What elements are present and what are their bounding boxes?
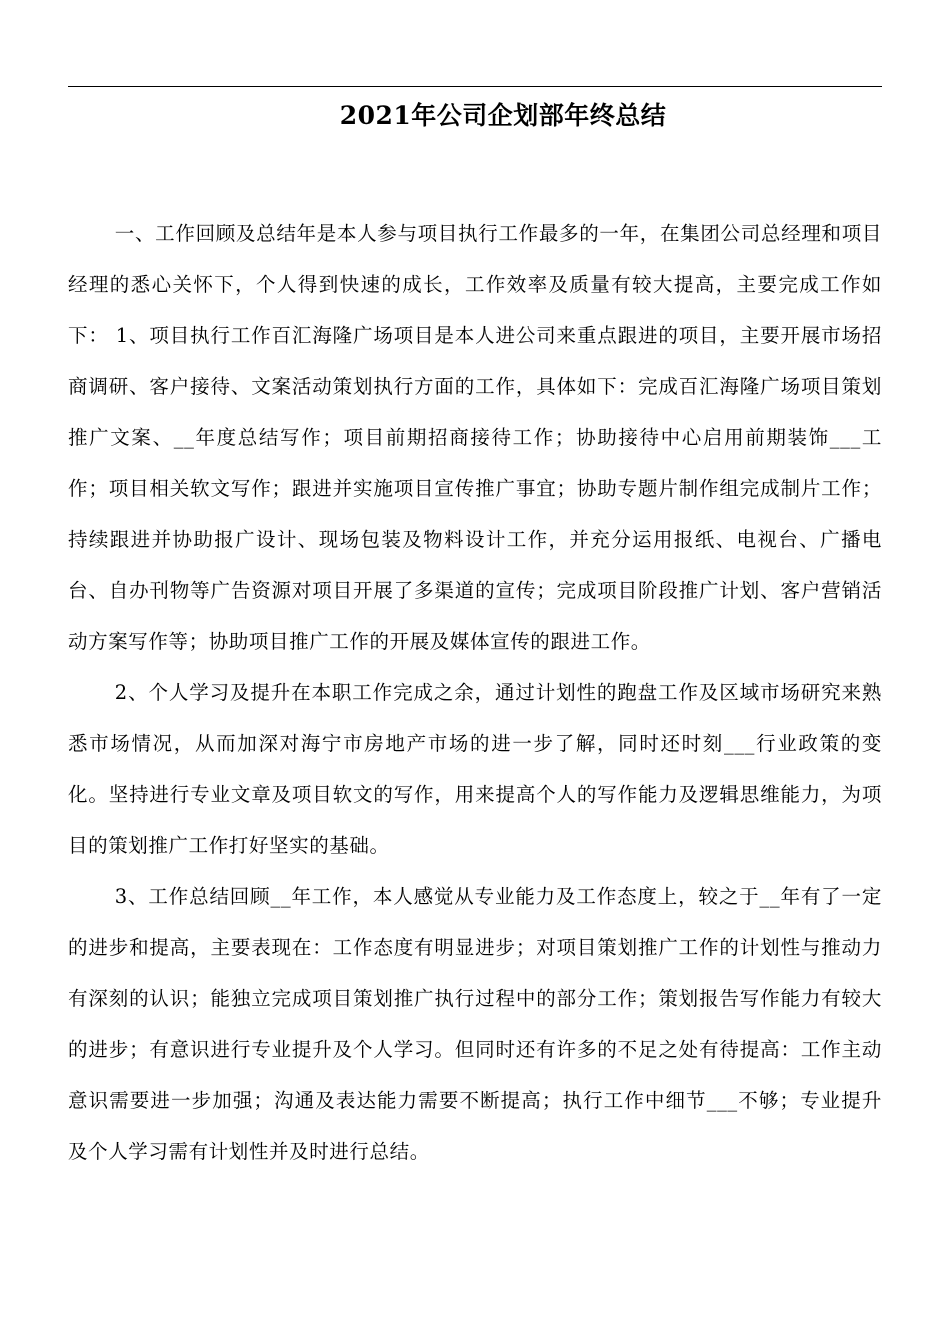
document-body [68, 208, 882, 1177]
header-rule [68, 86, 882, 87]
paragraph-work-review: 一、工作回顾及总结年是本人参与项目执行工作最多的一年，在集团公司总经理和项目经理的悉心关怀下，个人得到快速的成长，工作效率及质量有较大提高，主要完成工作如下： 1、项目执行工作百汇海隆广场项目是本人进公司来重点跟进的项目，主要开展市场招商调研、客户接待、文案活动策划执行方面的工作，具体如下：完成百汇海隆广场项目策划推广文案、__年度总结写作；项目前期招商接待工作；协助接待中心启用前期装饰___工作；项目相关软文写作；跟进并实施项目宣传推广事宜；协助专题片制作组完成制片工作；持续跟进并协助报广设计、现场包装及物料设计工作，并充分运用报纸、电视台、广播电台、自办刊物等广告资源对项目开展了多渠道的宣传；完成项目阶段推广计划、客户营销活动方案写作等；协助项目推广工作的开展及媒体宣传的跟进工作。 [68, 222, 882, 653]
document-title: 2021年公司企划部年终总结 [339, 101, 667, 130]
paragraph-work-summary: 3、工作总结回顾__年工作，本人感觉从专业能力及工作态度上，较之于__年有了一定的进步和提高，主要表现在：工作态度有明显进步；对项目策划推广工作的计划性与推动力有深刻的认识；能独立完成项目策划推广执行过程中的部分工作；策划报告写作能力有较大的进步；有意识进行专业提升及个人学习。但同时还有许多的不足之处有待提高：工作主动意识需要进一步加强；沟通及表达能力需要不断提高；执行工作中细节___不够；专业提升及个人学习需有计划性并及时进行总结。 [68, 885, 882, 1163]
paragraph-personal-learning: 2、个人学习及提升在本职工作完成之余，通过计划性的跑盘工作及区域市场研究来熟悉市场情况，从而加深对海宁市房地产市场的进一步了解，同时还时刻___行业政策的变化。坚持进行专业文章及项目软文的写作，用来提高个人的写作能力及逻辑思维能力，为项目的策划推广工作打好坚实的基础。 [68, 681, 882, 857]
